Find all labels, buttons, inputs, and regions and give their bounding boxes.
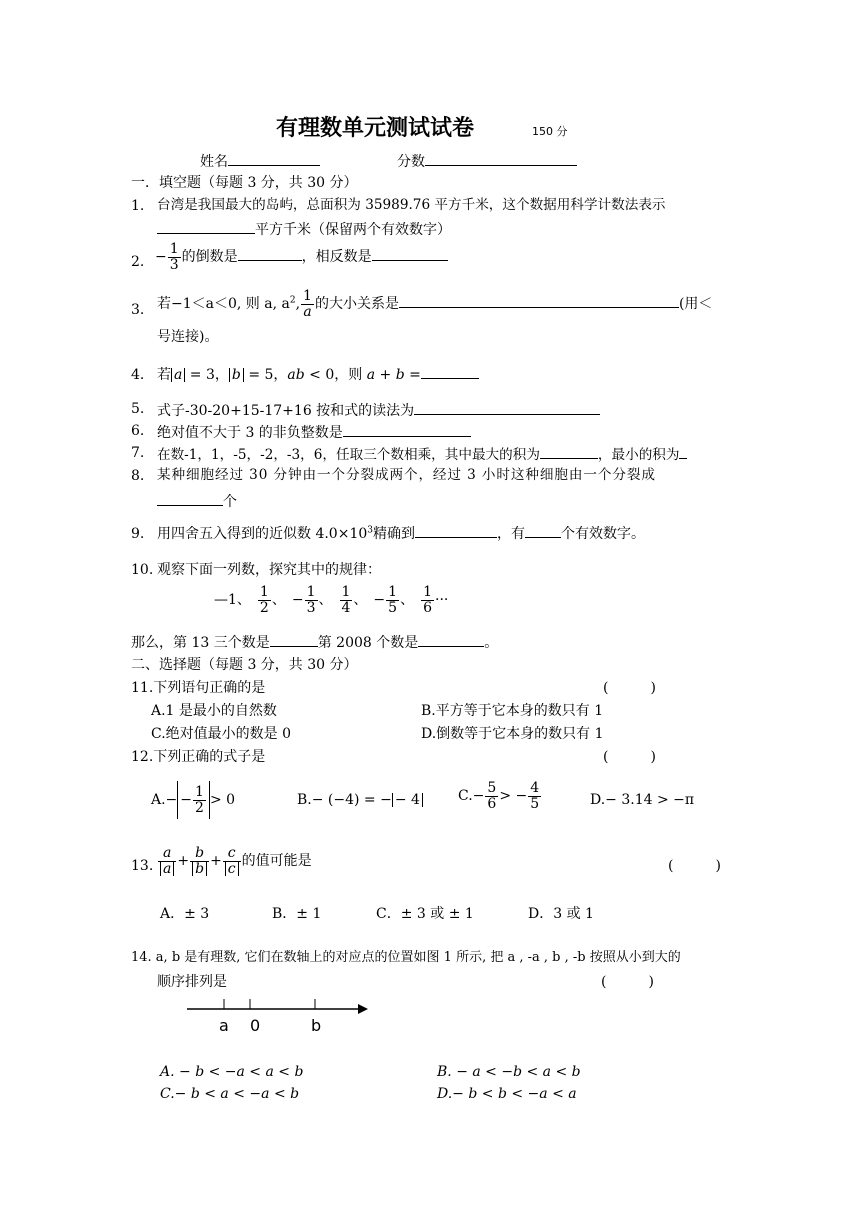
q5-body: 式子-30-20+15-17+16 按和式的读法为: [157, 402, 600, 418]
q7-number: 7.: [131, 445, 145, 461]
q14-option-b[interactable]: B. − a < −b < a < b: [437, 1064, 581, 1080]
q10-term: − $\frac{1}{5}$ 、: [373, 584, 415, 616]
q14-option-d[interactable]: D.− b < b < −a < a: [437, 1086, 577, 1102]
q13-option-b[interactable]: B．± 1: [272, 906, 322, 922]
name-blank[interactable]: [228, 153, 320, 166]
q13-number: 13.: [131, 858, 154, 874]
q10-term: $\frac{1}{6}$ ···: [423, 584, 449, 616]
q1-line2: 平方千米（保留两个有效数字）: [157, 221, 451, 237]
q11-option-c[interactable]: C.绝对值最小的数是 0: [151, 726, 292, 742]
q3-fraction: $\frac{1}{a}$: [303, 288, 312, 320]
number-line-figure: [180, 995, 380, 1040]
q8-text: 某种细胞经过 30 分钟由一个分裂成两个，经过 3 小时这种细胞由一个分裂成: [157, 467, 656, 483]
q10-term: $\frac{1}{2}$ 、: [259, 584, 286, 616]
q10-text: 观察下面一列数，探究其中的规律：: [157, 562, 381, 578]
q2-blank-reciprocal[interactable]: [238, 248, 302, 261]
q5-number: 5.: [131, 401, 145, 417]
q12-option-d[interactable]: D.− 3.14 > −π: [590, 792, 695, 808]
q14-line2: 顺序排列是: [157, 974, 227, 990]
q6-blank[interactable]: [343, 424, 471, 437]
q14-option-c[interactable]: C.− b < a < −a < b: [160, 1086, 300, 1102]
name-label: 姓名: [200, 153, 320, 169]
q6-number: 6.: [131, 423, 145, 439]
q13-option-c[interactable]: C．± 3 或 ± 1: [376, 906, 474, 922]
q13-answer-paren[interactable]: ( ): [668, 858, 721, 874]
q11-answer-paren[interactable]: ( ): [603, 680, 656, 696]
page-title: 有理数单元测试试卷: [276, 116, 475, 141]
q2-blank-opposite[interactable]: [372, 248, 448, 261]
number-line-arrow: [358, 1004, 368, 1014]
q1-blank[interactable]: [157, 221, 255, 234]
q12-option-a[interactable]: A.− − $\frac{1}{2}$ > 0: [151, 781, 235, 819]
q9-blank-sigfigs[interactable]: [525, 525, 561, 538]
q5-blank[interactable]: [414, 402, 600, 415]
q3-blank[interactable]: [399, 295, 679, 308]
q12-text: 12.下列正确的式子是: [131, 749, 266, 765]
q7-blank-max[interactable]: [540, 446, 598, 459]
section2-heading: 二、选择题（每题 3 分，共 30 分）: [131, 657, 358, 673]
q7-body: 在数-1，1，-5，-2，-3，6，任取三个数相乘，其中最大的积为 ，最小的积为: [157, 446, 687, 463]
q9-body: 用四舍五入得到的近似数 $4.0\times 10^3$精确到 ，有 个有效数字。: [157, 525, 645, 542]
q8-number: 8.: [131, 468, 145, 484]
q10-first-term: —1、: [214, 592, 251, 609]
q13-expression: $\frac{a}{a}$ + $\frac{b}{b}$ + $\frac{c}{c}$ 的值可能是: [157, 846, 312, 876]
score-blank[interactable]: [425, 153, 577, 166]
score-label: 分数: [397, 153, 577, 169]
q12-answer-paren[interactable]: ( ): [603, 749, 656, 765]
q1-text: 台湾是我国最大的岛屿，总面积为 35989.76 平方千米，这个数据用科学计数法表示: [157, 197, 666, 213]
q12-option-b[interactable]: B.− (−4) = − − 4: [297, 793, 423, 807]
q9-blank-precision[interactable]: [415, 525, 497, 538]
q1-number: 1.: [131, 198, 145, 214]
q13-option-a[interactable]: A．± 3: [160, 906, 210, 922]
q9-number: 9.: [131, 526, 145, 542]
label-b: b: [311, 1016, 322, 1035]
q11-option-b[interactable]: B.平方等于它本身的数只有 1: [421, 703, 604, 719]
q13-option-d[interactable]: D．3 或 1: [528, 906, 594, 922]
q14-text: 14. a, b 是有理数, 它们在数轴上的对应点的位置如图 1 所示, 把 a , -a , b , -b 按照从小到大的: [131, 950, 681, 965]
q3-number: 3.: [131, 302, 145, 318]
q8-blank[interactable]: [157, 493, 223, 506]
q11-text: 11.下列语句正确的是: [131, 680, 266, 696]
total-score: 150 分: [532, 125, 568, 138]
q10-blank-2008th[interactable]: [418, 634, 484, 647]
q6-body: 绝对值不大于 3 的非负整数是: [157, 424, 471, 440]
q11-option-a[interactable]: A.1 是最小的自然数: [151, 703, 277, 719]
q3-line2: 号连接)。: [157, 329, 219, 345]
q4-number: 4.: [131, 367, 145, 383]
q8-line2: 个: [157, 493, 237, 509]
q2-number: 2.: [131, 254, 145, 270]
q11-option-d[interactable]: D.倒数等于它本身的数只有 1: [421, 726, 604, 742]
q2-fraction: $\frac{1}{3}$: [169, 241, 179, 273]
q10-tail: 那么，第 13 三个数是 第 2008 个数是 。: [131, 635, 499, 651]
q10-term: $\frac{1}{4}$ 、: [341, 584, 368, 616]
q12-option-c[interactable]: C.− $\frac{5}{6}$ > − $\frac{4}{5}$: [458, 780, 540, 812]
q10-blank-13th[interactable]: [270, 634, 318, 647]
q10-term: − $\frac{1}{3}$ 、: [291, 584, 333, 616]
label-a: a: [219, 1016, 229, 1035]
section1-heading: 一．填空题（每题 3 分，共 30 分）: [131, 175, 358, 191]
q10-number: 10.: [131, 562, 154, 578]
q10-sequence: [214, 585, 448, 615]
q2-body: − $\frac{1}{3}$ 的倒数是 ，相反数是: [155, 242, 448, 272]
q4-body: 若 a = 3， b = 5，ab < 0，则 a + b =: [157, 366, 479, 382]
label-zero: 0: [250, 1016, 261, 1035]
q14-answer-paren[interactable]: ( ): [601, 974, 654, 990]
q4-blank[interactable]: [421, 366, 479, 379]
q14-option-a[interactable]: A. − b < −a < a < b: [160, 1064, 304, 1080]
q3-body: 若−1＜a＜0, 则 a, $a^2$, $\frac{1}{a}$ 的大小关系是 (用＜: [157, 288, 713, 320]
q7-blank-min[interactable]: [679, 446, 687, 459]
